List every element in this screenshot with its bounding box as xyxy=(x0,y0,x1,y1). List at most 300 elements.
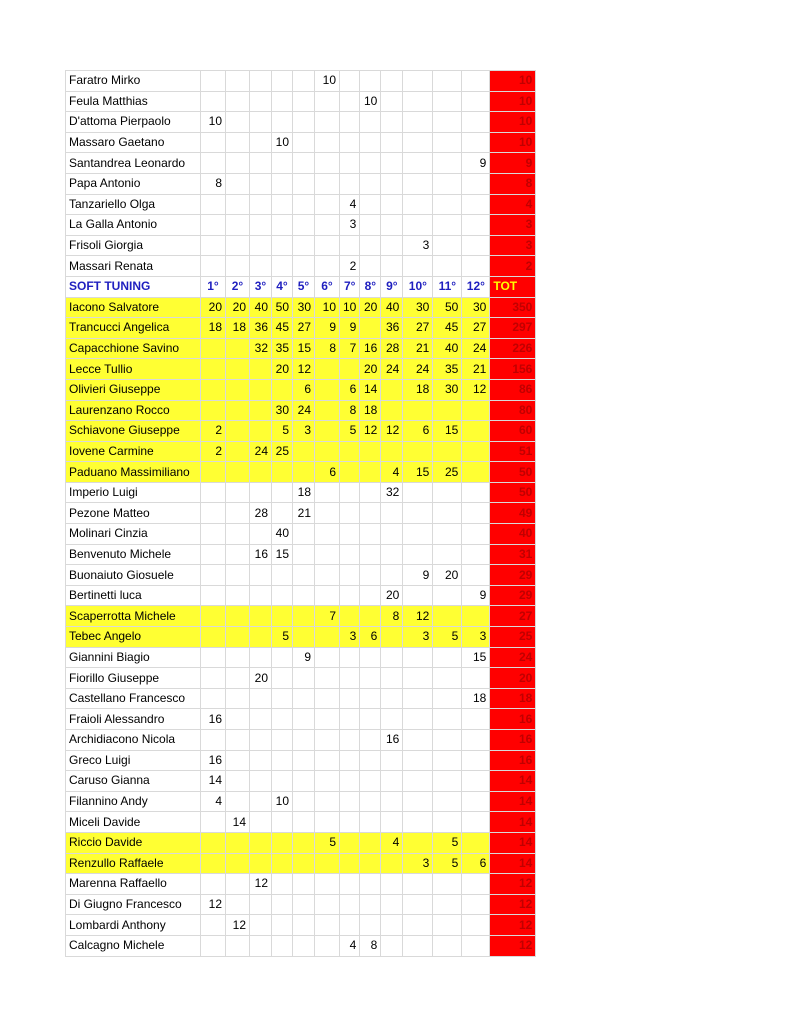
round-score-7 xyxy=(340,359,360,380)
round-score-1 xyxy=(201,606,226,627)
round-score-9 xyxy=(381,194,403,215)
round-score-4 xyxy=(272,256,293,277)
round-score-4 xyxy=(272,688,293,709)
round-score-1 xyxy=(201,915,226,936)
round-score-12 xyxy=(462,812,490,833)
table-row xyxy=(66,215,536,236)
table-row xyxy=(66,832,536,853)
round-score-5 xyxy=(293,668,315,689)
table-row xyxy=(66,318,536,339)
round-score-11 xyxy=(433,112,462,133)
round-score-1: 16 xyxy=(201,750,226,771)
round-score-4: 30 xyxy=(272,400,293,421)
round-score-8 xyxy=(360,153,381,174)
round-score-2 xyxy=(226,709,250,730)
round-score-11 xyxy=(433,668,462,689)
round-score-6: 10 xyxy=(315,297,340,318)
round-score-9 xyxy=(381,894,403,915)
round-score-5: 30 xyxy=(293,297,315,318)
driver-name: Renzullo Raffaele xyxy=(66,853,201,874)
round-score-4 xyxy=(272,173,293,194)
round-score-11 xyxy=(433,215,462,236)
round-score-5 xyxy=(293,853,315,874)
round-score-1 xyxy=(201,565,226,586)
round-header-3: 3° xyxy=(250,276,272,297)
round-score-12 xyxy=(462,730,490,751)
driver-name: Massari Renata xyxy=(66,256,201,277)
round-score-6 xyxy=(315,524,340,545)
round-score-5 xyxy=(293,71,315,92)
round-score-2 xyxy=(226,688,250,709)
round-score-12: 18 xyxy=(462,688,490,709)
total-score: 50 xyxy=(490,462,536,483)
round-score-12: 9 xyxy=(462,585,490,606)
table-row xyxy=(66,627,536,648)
total-score: 27 xyxy=(490,606,536,627)
total-score: 60 xyxy=(490,421,536,442)
round-score-10 xyxy=(403,441,433,462)
round-score-11: 35 xyxy=(433,359,462,380)
round-score-9 xyxy=(381,627,403,648)
round-score-2 xyxy=(226,894,250,915)
round-score-10: 30 xyxy=(403,297,433,318)
driver-name: Molinari Cinzia xyxy=(66,524,201,545)
table-row xyxy=(66,730,536,751)
driver-name: Marenna Raffaello xyxy=(66,874,201,895)
round-score-9 xyxy=(381,688,403,709)
total-score: 350 xyxy=(490,297,536,318)
round-score-11 xyxy=(433,585,462,606)
round-score-12 xyxy=(462,935,490,956)
round-score-1 xyxy=(201,688,226,709)
round-score-8: 6 xyxy=(360,627,381,648)
round-score-7 xyxy=(340,812,360,833)
round-score-10: 3 xyxy=(403,627,433,648)
round-score-7 xyxy=(340,91,360,112)
round-score-12 xyxy=(462,91,490,112)
round-score-8 xyxy=(360,71,381,92)
round-score-6 xyxy=(315,112,340,133)
round-score-12 xyxy=(462,462,490,483)
round-score-10: 27 xyxy=(403,318,433,339)
round-score-1 xyxy=(201,194,226,215)
driver-name: Tebec Angelo xyxy=(66,627,201,648)
table-row xyxy=(66,503,536,524)
round-score-5: 12 xyxy=(293,359,315,380)
round-score-7 xyxy=(340,112,360,133)
round-score-2: 18 xyxy=(226,318,250,339)
round-score-2 xyxy=(226,668,250,689)
round-score-10 xyxy=(403,874,433,895)
round-score-7 xyxy=(340,482,360,503)
round-score-10 xyxy=(403,132,433,153)
round-score-7 xyxy=(340,771,360,792)
round-score-3 xyxy=(250,359,272,380)
round-score-12 xyxy=(462,668,490,689)
round-score-2 xyxy=(226,791,250,812)
round-score-11 xyxy=(433,503,462,524)
round-score-2 xyxy=(226,730,250,751)
round-score-4 xyxy=(272,915,293,936)
round-score-2 xyxy=(226,462,250,483)
round-score-1 xyxy=(201,503,226,524)
round-score-9: 24 xyxy=(381,359,403,380)
round-score-12 xyxy=(462,709,490,730)
round-score-7 xyxy=(340,750,360,771)
driver-name: Iovene Carmine xyxy=(66,441,201,462)
round-score-2 xyxy=(226,379,250,400)
round-score-7: 3 xyxy=(340,627,360,648)
round-header-8: 8° xyxy=(360,276,381,297)
table-row xyxy=(66,668,536,689)
round-score-1 xyxy=(201,812,226,833)
round-score-11 xyxy=(433,812,462,833)
round-score-11 xyxy=(433,915,462,936)
total-score: 29 xyxy=(490,565,536,586)
round-score-4 xyxy=(272,812,293,833)
round-score-2 xyxy=(226,750,250,771)
total-score: 10 xyxy=(490,132,536,153)
category-title: SOFT TUNING xyxy=(66,276,201,297)
round-score-2: 20 xyxy=(226,297,250,318)
round-score-10 xyxy=(403,71,433,92)
driver-name: Papa Antonio xyxy=(66,173,201,194)
round-score-5: 24 xyxy=(293,400,315,421)
round-score-5 xyxy=(293,173,315,194)
round-score-8 xyxy=(360,132,381,153)
round-score-4 xyxy=(272,935,293,956)
round-score-8: 16 xyxy=(360,338,381,359)
round-score-4 xyxy=(272,585,293,606)
round-score-3 xyxy=(250,585,272,606)
round-header-5: 5° xyxy=(293,276,315,297)
round-score-2 xyxy=(226,132,250,153)
round-score-8 xyxy=(360,256,381,277)
round-score-2 xyxy=(226,235,250,256)
round-score-9 xyxy=(381,173,403,194)
round-score-1 xyxy=(201,668,226,689)
total-header: TOT xyxy=(490,276,536,297)
round-score-12: 3 xyxy=(462,627,490,648)
round-score-2 xyxy=(226,544,250,565)
round-score-9: 36 xyxy=(381,318,403,339)
round-score-9 xyxy=(381,256,403,277)
round-score-12: 27 xyxy=(462,318,490,339)
round-score-2 xyxy=(226,153,250,174)
round-score-4 xyxy=(272,730,293,751)
round-score-3 xyxy=(250,627,272,648)
round-score-3: 20 xyxy=(250,668,272,689)
round-score-6 xyxy=(315,421,340,442)
driver-name: Riccio Davide xyxy=(66,832,201,853)
round-score-6 xyxy=(315,688,340,709)
round-score-5 xyxy=(293,153,315,174)
round-score-8 xyxy=(360,524,381,545)
round-score-1 xyxy=(201,853,226,874)
round-score-12 xyxy=(462,256,490,277)
round-score-10: 6 xyxy=(403,421,433,442)
table-row xyxy=(66,750,536,771)
round-score-6 xyxy=(315,750,340,771)
round-score-8 xyxy=(360,606,381,627)
round-score-5 xyxy=(293,132,315,153)
round-score-10 xyxy=(403,215,433,236)
round-score-11 xyxy=(433,256,462,277)
round-score-8 xyxy=(360,503,381,524)
round-score-11 xyxy=(433,894,462,915)
round-score-5 xyxy=(293,915,315,936)
round-score-9: 8 xyxy=(381,606,403,627)
round-header-4: 4° xyxy=(272,276,293,297)
table-row xyxy=(66,524,536,545)
round-score-10: 3 xyxy=(403,235,433,256)
round-score-8 xyxy=(360,318,381,339)
total-score: 12 xyxy=(490,915,536,936)
driver-name: Caruso Gianna xyxy=(66,771,201,792)
round-score-7 xyxy=(340,565,360,586)
round-score-3 xyxy=(250,235,272,256)
round-score-2: 14 xyxy=(226,812,250,833)
round-score-9 xyxy=(381,379,403,400)
round-score-7 xyxy=(340,832,360,853)
round-score-7 xyxy=(340,668,360,689)
round-score-7 xyxy=(340,709,360,730)
round-score-3 xyxy=(250,606,272,627)
total-score: 20 xyxy=(490,668,536,689)
table-row xyxy=(66,297,536,318)
round-score-9 xyxy=(381,709,403,730)
round-score-6 xyxy=(315,400,340,421)
round-score-3: 12 xyxy=(250,874,272,895)
round-score-3 xyxy=(250,524,272,545)
round-score-7 xyxy=(340,235,360,256)
round-score-4 xyxy=(272,668,293,689)
total-score: 14 xyxy=(490,791,536,812)
round-score-10: 15 xyxy=(403,462,433,483)
round-score-8: 20 xyxy=(360,297,381,318)
round-score-10: 24 xyxy=(403,359,433,380)
round-score-8 xyxy=(360,215,381,236)
driver-name: Frisoli Giorgia xyxy=(66,235,201,256)
total-score: 10 xyxy=(490,112,536,133)
driver-name: Giannini Biagio xyxy=(66,647,201,668)
round-score-6 xyxy=(315,215,340,236)
round-score-2 xyxy=(226,194,250,215)
round-score-1 xyxy=(201,874,226,895)
round-score-5 xyxy=(293,935,315,956)
round-score-3 xyxy=(250,935,272,956)
round-score-12 xyxy=(462,524,490,545)
total-score: 50 xyxy=(490,482,536,503)
driver-name: Massaro Gaetano xyxy=(66,132,201,153)
round-score-11: 15 xyxy=(433,421,462,442)
round-score-12 xyxy=(462,874,490,895)
round-score-10 xyxy=(403,647,433,668)
round-score-6 xyxy=(315,359,340,380)
driver-name: Paduano Massimiliano xyxy=(66,462,201,483)
total-score: 9 xyxy=(490,153,536,174)
round-score-7 xyxy=(340,544,360,565)
round-score-5: 21 xyxy=(293,503,315,524)
round-score-10 xyxy=(403,400,433,421)
round-score-10: 3 xyxy=(403,853,433,874)
round-score-10 xyxy=(403,173,433,194)
round-score-1: 4 xyxy=(201,791,226,812)
round-score-12: 9 xyxy=(462,153,490,174)
round-score-3: 24 xyxy=(250,441,272,462)
table-row xyxy=(66,256,536,277)
round-score-8 xyxy=(360,853,381,874)
round-score-7 xyxy=(340,853,360,874)
driver-name: Miceli Davide xyxy=(66,812,201,833)
round-score-8 xyxy=(360,668,381,689)
round-score-10 xyxy=(403,256,433,277)
round-score-4 xyxy=(272,832,293,853)
table-row xyxy=(66,565,536,586)
table-row xyxy=(66,400,536,421)
total-score: 8 xyxy=(490,173,536,194)
round-score-8 xyxy=(360,771,381,792)
round-score-1 xyxy=(201,482,226,503)
round-score-11: 25 xyxy=(433,462,462,483)
round-score-10: 9 xyxy=(403,565,433,586)
round-score-5: 3 xyxy=(293,421,315,442)
round-score-12 xyxy=(462,71,490,92)
round-score-2 xyxy=(226,606,250,627)
round-score-3 xyxy=(250,71,272,92)
round-score-8 xyxy=(360,812,381,833)
round-score-6 xyxy=(315,194,340,215)
total-score: 4 xyxy=(490,194,536,215)
round-score-10 xyxy=(403,935,433,956)
round-score-8 xyxy=(360,832,381,853)
round-score-11 xyxy=(433,194,462,215)
driver-name: Iacono Salvatore xyxy=(66,297,201,318)
round-score-3 xyxy=(250,462,272,483)
round-score-2 xyxy=(226,647,250,668)
round-score-3 xyxy=(250,730,272,751)
driver-name: Benvenuto Michele xyxy=(66,544,201,565)
round-score-4 xyxy=(272,482,293,503)
round-score-3 xyxy=(250,194,272,215)
round-score-6 xyxy=(315,441,340,462)
round-score-7 xyxy=(340,132,360,153)
round-score-10 xyxy=(403,524,433,545)
round-score-8 xyxy=(360,730,381,751)
round-score-8 xyxy=(360,112,381,133)
round-score-12: 30 xyxy=(462,297,490,318)
total-score: 31 xyxy=(490,544,536,565)
round-score-7: 4 xyxy=(340,935,360,956)
round-score-7: 4 xyxy=(340,194,360,215)
total-score: 10 xyxy=(490,71,536,92)
round-score-4: 25 xyxy=(272,441,293,462)
round-score-11: 45 xyxy=(433,318,462,339)
round-score-3: 16 xyxy=(250,544,272,565)
round-score-12 xyxy=(462,791,490,812)
round-score-6 xyxy=(315,544,340,565)
round-score-2 xyxy=(226,173,250,194)
round-score-2 xyxy=(226,256,250,277)
round-score-11: 40 xyxy=(433,338,462,359)
driver-name: Faratro Mirko xyxy=(66,71,201,92)
round-score-7: 6 xyxy=(340,379,360,400)
total-score: 29 xyxy=(490,585,536,606)
driver-name: Fraioli Alessandro xyxy=(66,709,201,730)
round-score-3 xyxy=(250,894,272,915)
round-score-6 xyxy=(315,812,340,833)
total-score: 3 xyxy=(490,235,536,256)
total-score: 40 xyxy=(490,524,536,545)
total-score: 14 xyxy=(490,771,536,792)
round-score-5: 9 xyxy=(293,647,315,668)
round-score-7 xyxy=(340,462,360,483)
round-score-4 xyxy=(272,153,293,174)
round-score-10 xyxy=(403,771,433,792)
round-score-6 xyxy=(315,482,340,503)
round-score-6 xyxy=(315,853,340,874)
round-score-4 xyxy=(272,71,293,92)
round-score-9 xyxy=(381,915,403,936)
round-score-8 xyxy=(360,585,381,606)
total-score: 80 xyxy=(490,400,536,421)
round-score-4: 20 xyxy=(272,359,293,380)
standings-rows-before xyxy=(66,71,536,277)
round-score-1 xyxy=(201,153,226,174)
round-score-1 xyxy=(201,524,226,545)
round-score-10 xyxy=(403,153,433,174)
round-score-12 xyxy=(462,112,490,133)
driver-name: Filannino Andy xyxy=(66,791,201,812)
round-score-9 xyxy=(381,544,403,565)
table-row xyxy=(66,379,536,400)
round-score-10: 18 xyxy=(403,379,433,400)
round-score-5 xyxy=(293,441,315,462)
total-score: 12 xyxy=(490,935,536,956)
driver-name: Scaperrotta Michele xyxy=(66,606,201,627)
round-score-3 xyxy=(250,379,272,400)
total-score: 14 xyxy=(490,853,536,874)
driver-name: La Galla Antonio xyxy=(66,215,201,236)
round-score-2 xyxy=(226,935,250,956)
round-header-1: 1° xyxy=(201,276,226,297)
round-score-5 xyxy=(293,585,315,606)
round-score-1 xyxy=(201,215,226,236)
round-score-10 xyxy=(403,482,433,503)
round-score-1 xyxy=(201,338,226,359)
round-score-10 xyxy=(403,544,433,565)
total-score: 18 xyxy=(490,688,536,709)
round-score-5 xyxy=(293,462,315,483)
round-score-6 xyxy=(315,153,340,174)
total-score: 14 xyxy=(490,832,536,853)
total-score: 226 xyxy=(490,338,536,359)
total-score: 12 xyxy=(490,874,536,895)
table-row xyxy=(66,771,536,792)
round-score-12 xyxy=(462,235,490,256)
round-score-9 xyxy=(381,812,403,833)
round-score-9 xyxy=(381,215,403,236)
round-score-4: 15 xyxy=(272,544,293,565)
round-score-12 xyxy=(462,173,490,194)
round-score-1: 20 xyxy=(201,297,226,318)
driver-name: Imperio Luigi xyxy=(66,482,201,503)
round-score-3 xyxy=(250,215,272,236)
round-score-9 xyxy=(381,132,403,153)
round-score-5 xyxy=(293,894,315,915)
driver-name: Lombardi Anthony xyxy=(66,915,201,936)
round-score-11 xyxy=(433,750,462,771)
